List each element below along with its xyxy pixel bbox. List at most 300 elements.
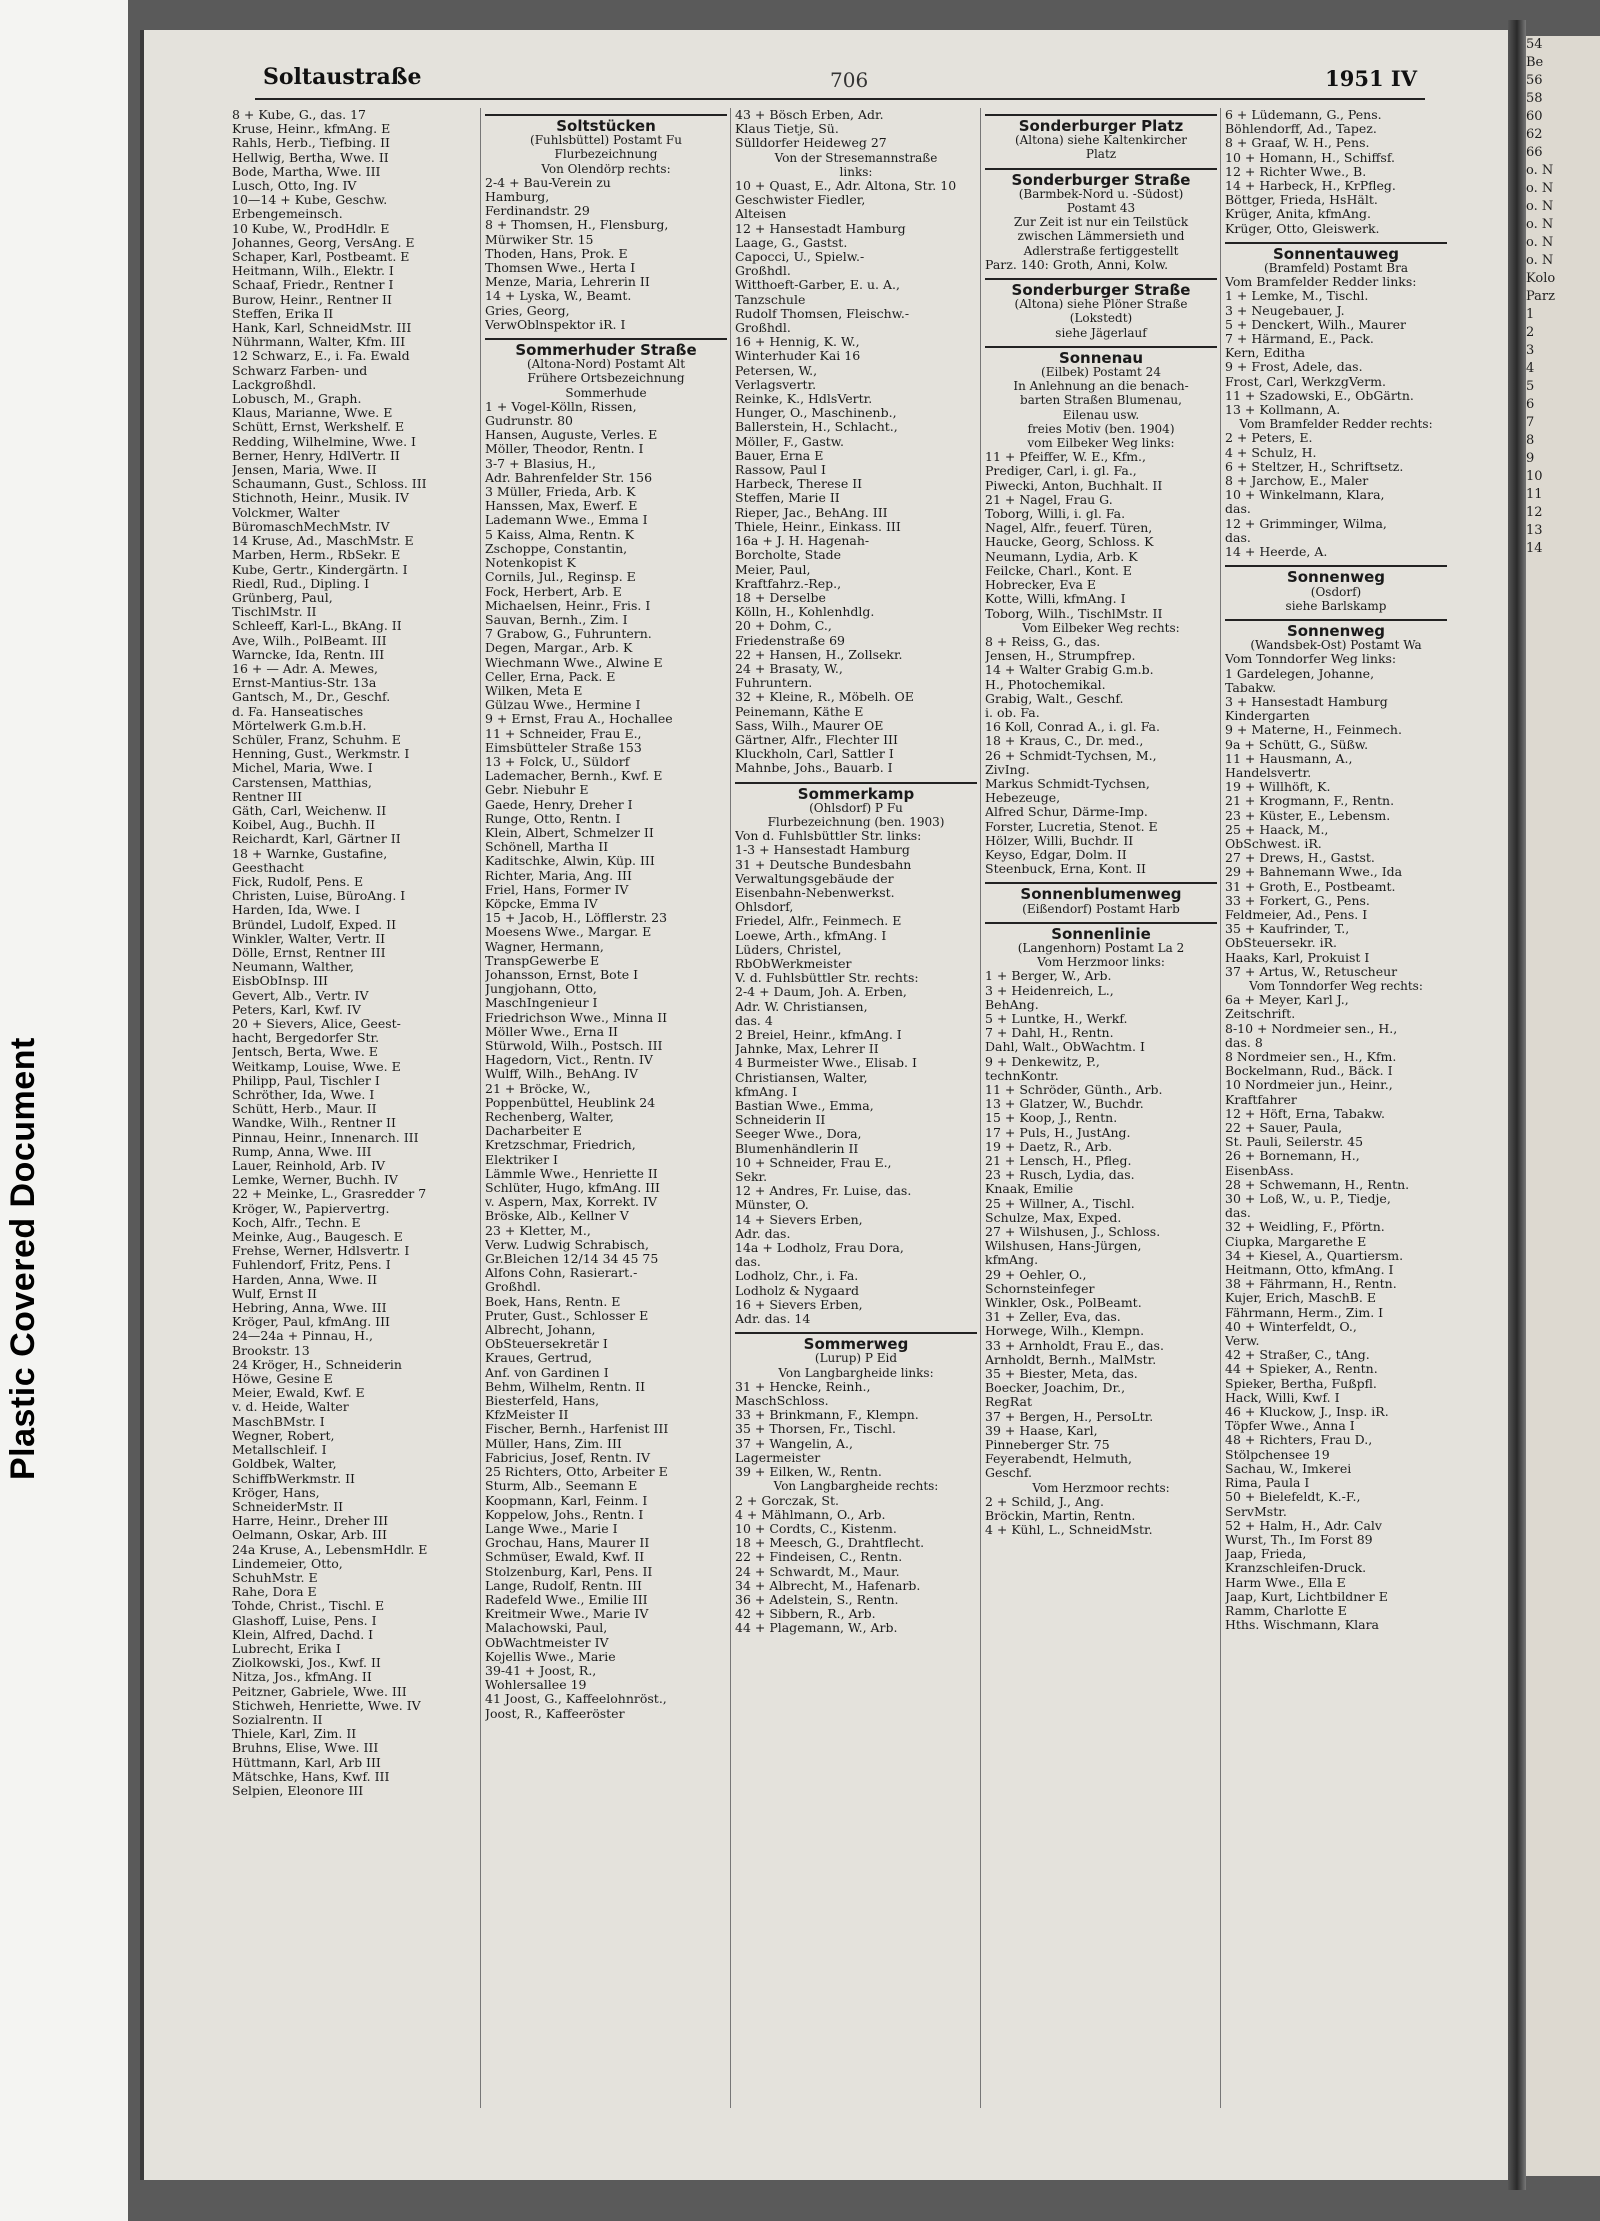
street-note: Flurbezeichnung — [554, 147, 658, 162]
directory-entry: Hamburg, — [485, 190, 550, 205]
directory-entry: Friedenstraße 69 — [735, 633, 845, 648]
directory-entry: Geschf. — [985, 1466, 1033, 1481]
directory-entry: Klein, Albert, Schmelzer II — [485, 825, 654, 840]
adjacent-page-fragment: 58 — [1526, 91, 1543, 106]
directory-entry: Schönell, Martha II — [485, 840, 609, 855]
adjacent-page-fragment: 8 — [1526, 433, 1535, 448]
directory-entry: Warncke, Ida, Rentn. III — [232, 647, 385, 662]
directory-entry: Stichweh, Henriette, Wwe. IV — [232, 1698, 421, 1713]
street-note: (Altona-Nord) Postamt Alt — [526, 357, 686, 372]
directory-entry: Schütt, Ernst, Werkshelf. E — [232, 420, 405, 435]
directory-entry: 15 + Jacob, H., Löfflerstr. 23 — [485, 911, 668, 926]
directory-entry: Peitzner, Gabriele, Wwe. III — [232, 1684, 407, 1699]
directory-entry: Hack, Willi, Kwf. I — [1225, 1390, 1340, 1405]
street-note: Vom Herzmoor links: — [1037, 955, 1165, 970]
directory-entry: Jaap, Kurt, Lichtbildner E — [1225, 1589, 1388, 1604]
directory-entry: 18 + Meesch, G., Drahtflecht. — [735, 1536, 925, 1551]
directory-entry: 12 + Andres, Fr. Luise, das. — [735, 1184, 912, 1199]
directory-entry: Kraftfahrer — [1225, 1092, 1297, 1107]
directory-entry: Christiansen, Walter, — [735, 1070, 868, 1085]
directory-entry: Burow, Heinr., Rentner II — [232, 292, 392, 307]
directory-entry: Michaelsen, Heinr., Fris. I — [485, 598, 651, 613]
directory-entry: Ave, Wilh., PolBeamt. III — [232, 633, 387, 648]
directory-entry: 25 Richters, Otto, Arbeiter E — [485, 1465, 668, 1480]
directory-entry: 9 + Denkewitz, P., — [985, 1054, 1100, 1069]
directory-entry: Joost, R., Kaffeeröster — [485, 1706, 625, 1721]
directory-entry: 3-7 + Blasius, H., — [485, 456, 596, 471]
directory-entry: Behm, Wilhelm, Rentn. II — [485, 1379, 646, 1394]
directory-entry: SchneiderMstr. II — [232, 1499, 344, 1514]
directory-entry: EisenbAss. — [1225, 1163, 1294, 1178]
directory-entry: 26 + Schmidt-Tychsen, M., — [985, 748, 1157, 763]
directory-entry: d. Fa. Hanseatisches — [232, 704, 364, 719]
directory-entry: 18 + Derselbe — [735, 590, 826, 605]
directory-entry: 14 + Lyska, W., Beamt. — [485, 289, 632, 304]
directory-entry: Friedrichson Wwe., Minna II — [485, 1010, 668, 1025]
directory-entry: 25 + Haack, M., — [1225, 822, 1329, 837]
directory-entry: Albrecht, Johann, — [485, 1323, 596, 1338]
directory-entry: Winkler, Walter, Vertr. II — [232, 931, 386, 946]
directory-entry: Lange Wwe., Marie I — [485, 1521, 618, 1536]
directory-entry: 6a + Meyer, Karl J., — [1225, 993, 1349, 1008]
directory-entry: Lademacher, Bernh., Kwf. E — [485, 769, 663, 784]
directory-entry: Knaak, Emilie — [985, 1182, 1074, 1197]
directory-entry: Bröske, Alb., Kellner V — [485, 1209, 629, 1224]
directory-entry: Carstensen, Matthias, — [232, 775, 372, 790]
directory-entry: 20 + Dohm, C., — [735, 619, 832, 634]
directory-entry: 10 + Winkelmann, Klara, — [1225, 488, 1385, 503]
directory-entry: Markus Schmidt-Tychsen, — [985, 776, 1150, 791]
directory-entry: Weitkamp, Louise, Wwe. E — [232, 1059, 401, 1074]
directory-entry: Petersen, W., — [735, 363, 818, 378]
directory-entry: 2 Breiel, Heinr., kfmAng. I — [735, 1028, 902, 1042]
adjacent-page-fragment: o. N — [1526, 253, 1554, 268]
directory-entry: Schröther, Ida, Wwe. I — [232, 1088, 375, 1103]
directory-entry: 37 + Bergen, H., PersoLtr. — [985, 1409, 1154, 1424]
directory-entry: Gebr. Niebuhr E — [485, 783, 589, 798]
directory-entry: Schmüser, Ewald, Kwf. II — [485, 1550, 645, 1565]
directory-entry: 13 + Glatzer, W., Buchdr. — [985, 1097, 1144, 1112]
directory-entry: MaschBMstr. I — [232, 1414, 325, 1429]
street-note: Von Langbargheide links: — [778, 1365, 934, 1380]
directory-entry: 7 + Härmand, E., Pack. — [1225, 332, 1374, 347]
adjacent-page-fragment: 10 — [1526, 469, 1543, 484]
directory-entry: Sturm, Alb., Seemann E — [485, 1479, 638, 1494]
column-5 — [1220, 108, 1447, 2108]
directory-entry: Tabakw. — [1225, 680, 1277, 695]
directory-entry: 1 Gardelegen, Johanne, — [1225, 666, 1375, 681]
street-heading: Sommerkamp — [735, 782, 977, 801]
directory-entry: 2-4 + Daum, Joh. A. Erben, — [735, 985, 907, 1000]
street-heading: Sonderburger Straße — [985, 168, 1217, 187]
directory-entry: 23 + Küster, E., Lebensm. — [1225, 808, 1391, 823]
directory-entry: 33 + Arnholdt, Frau E., das. — [985, 1338, 1164, 1353]
directory-entry: Friedel, Alfr., Feinmech. E — [735, 914, 902, 929]
directory-entry: RbObWerkmeister — [735, 956, 852, 971]
directory-entry: Notenkopist K — [485, 556, 576, 571]
directory-entry: Krüger, Anita, kfmAng. — [1225, 207, 1371, 222]
directory-entry: 14 Kruse, Ad., MaschMstr. E — [232, 534, 414, 549]
directory-entry: 44 + Plagemann, W., Arb. — [735, 1621, 898, 1636]
directory-entry: Klein, Alfred, Dachd. I — [232, 1627, 374, 1642]
directory-entry: Pruter, Gust., Schlosser E — [485, 1308, 649, 1323]
street-heading: Sonderburger Platz — [985, 114, 1217, 133]
directory-entry: Feyerabendt, Helmuth, — [985, 1452, 1132, 1467]
directory-entry: das. — [1225, 502, 1251, 517]
directory-entry: Lusch, Otto, Ing. IV — [232, 179, 357, 194]
street-heading: Sonnenweg — [1225, 619, 1447, 638]
directory-entry: Koopmann, Karl, Feinm. I — [485, 1493, 648, 1508]
directory-entry: Rahls, Herb., Tiefbing. II — [232, 136, 390, 151]
directory-entry: Sülldorfer Heideweg 27 — [735, 136, 887, 151]
directory-entry: Stolzenburg, Karl, Pens. II — [485, 1564, 653, 1579]
directory-entry: Jahnke, Max, Lehrer II — [735, 1042, 879, 1057]
directory-entry: 48 + Richters, Frau D., — [1225, 1433, 1373, 1448]
directory-entry: Rump, Anna, Wwe. III — [232, 1144, 372, 1159]
directory-entry: Boecker, Joachim, Dr., — [985, 1381, 1126, 1396]
directory-entry: 2-4 + Bau-Verein zu — [485, 175, 611, 190]
street-note: links: — [839, 164, 873, 179]
adjacent-page-fragment: 2 — [1526, 325, 1535, 340]
directory-entry: Köpcke, Emma IV — [485, 896, 598, 911]
directory-entry: Harden, Ida, Wwe. I — [232, 903, 360, 918]
directory-entry: ObSchwest. iR. — [1225, 836, 1322, 851]
directory-entry: Eimsbütteler Straße 153 — [485, 740, 642, 755]
street-note: Von der Stresemannstraße — [774, 150, 938, 165]
directory-entry: Kruse, Heinr., kfmAng. E — [232, 122, 391, 137]
directory-entry: 21 + Nagel, Frau G. — [985, 492, 1113, 507]
directory-entry: Gantsch, M., Dr., Geschf. — [232, 690, 391, 705]
directory-entry: Fischer, Bernh., Harfenist III — [485, 1422, 669, 1437]
directory-entry: Geesthacht — [232, 860, 304, 875]
directory-columns — [232, 108, 1447, 2108]
directory-entry: das. — [735, 1255, 761, 1270]
directory-entry: Hagedorn, Vict., Rentn. IV — [485, 1053, 653, 1068]
directory-entry: Witthoeft-Garber, E. u. A., — [735, 278, 900, 293]
directory-entry: Seeger Wwe., Dora, — [735, 1127, 862, 1142]
directory-entry: Prediger, Carl, i. gl. Fa., — [985, 464, 1137, 479]
directory-entry: Ballerstein, H., Schlacht., — [735, 420, 898, 435]
directory-entry: Schleeff, Karl-L., BkAng. II — [232, 619, 402, 634]
directory-entry: 10 + Schneider, Frau E., — [735, 1155, 892, 1170]
directory-entry: Haaks, Karl, Prokuist I — [1225, 950, 1370, 965]
directory-entry: 35 + Kaufrinder, T., — [1225, 922, 1350, 937]
directory-entry: Harm Wwe., Ella E — [1225, 1575, 1346, 1590]
directory-entry: Grochau, Hans, Maurer II — [485, 1536, 650, 1551]
directory-entry: Grabig, Walt., Geschf. — [985, 691, 1124, 706]
directory-entry: Steffen, Marie II — [735, 491, 840, 506]
directory-entry: Biesterfeld, Hans, — [485, 1394, 600, 1409]
directory-entry: Kaditschke, Alwin, Küp. III — [485, 854, 655, 869]
directory-entry: Glashoff, Luise, Pens. I — [232, 1613, 377, 1628]
directory-entry: 42 + Sibbern, R., Arb. — [735, 1607, 876, 1622]
directory-entry: Koibel, Aug., Buchh. II — [232, 818, 376, 833]
directory-entry: 21 + Lensch, H., Pfleg. — [985, 1154, 1132, 1169]
page-header — [255, 62, 1425, 100]
directory-entry: 12 + Höft, Erna, Tabakw. — [1225, 1106, 1385, 1121]
directory-entry: Dölle, Ernst, Rentner III — [232, 945, 386, 960]
street-note: (Wandsbek-Ost) Postamt Wa — [1250, 638, 1422, 653]
directory-entry: Gudrunstr. 80 — [485, 414, 574, 429]
directory-entry: Kotte, Willi, kfmAng. I — [985, 592, 1126, 607]
directory-entry: 17 + Puls, H., JustAng. — [985, 1125, 1131, 1140]
column-1 — [232, 108, 470, 2108]
directory-entry: 11 + Pfeiffer, W. E., Kfm., — [985, 450, 1147, 465]
adjacent-page-fragment: 56 — [1526, 73, 1543, 88]
directory-entry: Hellwig, Bertha, Wwe. II — [232, 150, 389, 165]
directory-entry: 16 + — Adr. A. Mewes, — [232, 661, 379, 676]
street-note: (Barmbek-Nord u. -Südost) — [1018, 186, 1184, 201]
adjacent-page-fragment: 7 — [1526, 415, 1535, 430]
directory-entry: Lodholz, Chr., i. Fa. — [735, 1269, 859, 1284]
directory-entry: Hebring, Anna, Wwe. III — [232, 1301, 387, 1316]
directory-entry: 15 + Koop, J., Rentn. — [985, 1111, 1118, 1126]
directory-entry: Riedl, Rud., Dipling. I — [232, 576, 370, 591]
directory-entry: Rahe, Dora E — [232, 1585, 317, 1600]
directory-entry: Hobrecker, Eva E — [985, 578, 1097, 593]
directory-entry: Philipp, Paul, Tischler I — [232, 1073, 380, 1088]
directory-entry: Spieker, Bertha, Fußpfl. — [1225, 1376, 1377, 1391]
directory-entry: Vom Tonndorfer Weg links: — [1225, 652, 1397, 667]
directory-entry: 8 + Graaf, W. H., Pens. — [1225, 136, 1370, 151]
directory-entry: Toborg, Wilh., TischlMstr. II — [985, 606, 1163, 621]
side-label: Plastic Covered Document — [4, 1037, 42, 1480]
directory-entry: 46 + Kluckow, J., Insp. iR. — [1225, 1405, 1389, 1420]
directory-entry: Lagermeister — [735, 1450, 821, 1465]
directory-entry: Sachau, W., Imkerei — [1225, 1461, 1352, 1476]
directory-entry: Möller Wwe., Erna II — [485, 1024, 618, 1039]
street-note: (Altona) siehe Kaltenkircher — [1014, 133, 1188, 148]
directory-entry: 7 + Dahl, H., Rentn. — [985, 1026, 1114, 1041]
directory-entry: Elektriker I — [485, 1152, 558, 1167]
directory-entry: Stürwold, Wilh., Postsch. III — [485, 1039, 663, 1053]
adjacent-page-fragment: 12 — [1526, 505, 1543, 520]
directory-entry: 10 Nordmeier jun., Heinr., — [1225, 1078, 1393, 1093]
directory-entry: Stölpchensee 19 — [1225, 1447, 1330, 1462]
directory-entry: Piwecki, Anton, Buchhalt. II — [985, 478, 1163, 493]
directory-entry: 14 + Harbeck, H., KrPfleg. — [1225, 179, 1396, 194]
adjacent-page-fragment: 11 — [1526, 487, 1543, 502]
adjacent-page-fragment: 5 — [1526, 379, 1535, 394]
directory-entry: 31 + Groth, E., Postbeamt. — [1225, 879, 1396, 894]
directory-entry: Kreitmeir Wwe., Marie IV — [485, 1607, 649, 1622]
adjacent-page-fragment: 60 — [1526, 109, 1543, 124]
directory-entry: 22 + Sauer, Paula, — [1225, 1121, 1343, 1136]
directory-entry: SchuhMstr. E — [232, 1570, 318, 1585]
directory-entry: 14 + Walter Grabig G.m.b. — [985, 663, 1154, 678]
street-heading: Sommerhuder Straße — [485, 338, 727, 357]
directory-entry: 44 + Spieker, A., Rentn. — [1225, 1362, 1378, 1377]
directory-entry: Hank, Karl, SchneidMstr. III — [232, 321, 412, 336]
directory-entry: 35 + Thorsen, Fr., Tischl. — [735, 1422, 896, 1437]
directory-entry: 39 + Eilken, W., Rentn. — [735, 1465, 882, 1480]
directory-entry: 11 + Schneider, Frau E., — [485, 726, 642, 741]
directory-entry: Adr. das. — [735, 1226, 791, 1241]
directory-entry: 3 + Hansestadt Hamburg — [1225, 694, 1388, 709]
directory-entry: kfmAng. I — [735, 1084, 798, 1099]
directory-entry: 10 + Quast, E., Adr. Altona, Str. 10 — [735, 179, 957, 194]
street-note: Von Olendörp rechts: — [541, 161, 671, 176]
directory-entry: Reichardt, Karl, Gärtner II — [232, 832, 401, 847]
book-binding — [1508, 20, 1526, 2190]
directory-entry: 1 + Berger, W., Arb. — [985, 969, 1112, 984]
directory-entry: 30 + Loß, W., u. P., Tiedje, — [1225, 1192, 1391, 1207]
street-note: Platz — [1085, 147, 1117, 162]
directory-entry: Jentsch, Berta, Wwe. E — [232, 1045, 378, 1060]
adjacent-page-fragment: 13 — [1526, 523, 1543, 538]
header-street: Soltaustraße — [263, 64, 422, 90]
directory-entry: Ernst-Mantius-Str. 13a — [232, 676, 377, 691]
directory-entry: 4 + Mählmann, O., Arb. — [735, 1507, 886, 1522]
directory-entry: Großhdl. — [485, 1280, 541, 1295]
directory-entry: Grünberg, Paul, — [232, 590, 333, 605]
directory-entry: Richter, Maria, Ang. III — [485, 868, 632, 883]
directory-entry: 14 + Heerde, A. — [1225, 545, 1328, 560]
directory-entry: 36 + Adelstein, S., Rentn. — [735, 1592, 899, 1607]
directory-entry: Haucke, Georg, Schloss. K — [985, 535, 1154, 550]
directory-entry: Hanssen, Max, Ewerf. E — [485, 499, 638, 514]
directory-entry: 22 + Meinke, L., Grasredder 7 — [232, 1187, 427, 1202]
directory-entry: 34 + Kiesel, A., Quartiersm. — [1225, 1248, 1404, 1263]
directory-entry: Rudolf Thomsen, Fleischw.- — [735, 306, 910, 321]
directory-entry: Hunger, O., Maschinenb., — [735, 406, 897, 421]
directory-entry: das. — [1225, 1206, 1251, 1221]
directory-entry: 16 + Hennig, K. W., — [735, 335, 860, 350]
directory-entry: Ferdinandstr. 29 — [485, 204, 590, 219]
directory-entry: 3 + Neugebauer, J. — [1225, 303, 1345, 318]
directory-entry: Klaus, Marianne, Wwe. E — [232, 406, 393, 421]
directory-entry: 16 Koll, Conrad A., i. gl. Fa. — [985, 720, 1160, 735]
directory-entry: Jensen, H., Strumpfrep. — [985, 649, 1136, 664]
directory-entry: Lämmle Wwe., Henriette II — [485, 1166, 658, 1181]
directory-entry: 50 + Bielefeldt, K.-F., — [1225, 1490, 1361, 1505]
directory-entry: 2 + Schild, J., Ang. — [985, 1494, 1104, 1509]
directory-entry: Christen, Luise, BüroAng. I — [232, 889, 406, 904]
street-heading: Sonnenlinie — [985, 922, 1217, 941]
directory-entry: 37 + Wangelin, A., — [735, 1436, 853, 1451]
directory-entry: 11 + Szadowski, E., ObGärtn. — [1225, 388, 1414, 403]
directory-entry: Ziolkowski, Jos., Kwf. II — [232, 1656, 381, 1671]
directory-entry: Pinneberger Str. 75 — [985, 1438, 1110, 1453]
directory-entry: MaschSchloss. — [735, 1394, 829, 1409]
directory-entry: Klaus Tietje, Sü. — [735, 122, 839, 137]
directory-entry: das. — [1225, 530, 1251, 545]
directory-entry: Schlüter, Hugo, kfmAng. III — [485, 1181, 660, 1196]
directory-entry: Radefeld Wwe., Emilie III — [485, 1592, 648, 1607]
directory-entry: 24 + Brasaty, W., — [735, 661, 843, 676]
directory-entry: 20 + Sievers, Alice, Geest- — [232, 1017, 401, 1031]
directory-entry: Adr. W. Christiansen, — [735, 999, 868, 1014]
directory-entry: Wandke, Wilh., Rentner II — [232, 1116, 396, 1131]
directory-entry: Handelsvertr. — [1225, 765, 1312, 780]
street-heading: Sonnenau — [985, 346, 1217, 365]
directory-entry: 39-41 + Joost, R., — [485, 1663, 597, 1678]
directory-entry: Wilken, Meta E — [485, 683, 583, 698]
directory-entry: Neumann, Walther, — [232, 960, 354, 975]
directory-entry: 7 Grabow, G., Fuhruntern. — [485, 627, 652, 642]
adjacent-page-fragment: 4 — [1526, 361, 1535, 376]
directory-entry: Frost, Carl, WerkzgVerm. — [1225, 374, 1386, 389]
directory-entry: BehAng. — [985, 997, 1039, 1012]
directory-entry: Schwarz Farben- und — [232, 363, 368, 378]
directory-entry: 5 + Denckert, Wilh., Maurer — [1225, 317, 1407, 332]
street-note: (Langenhorn) Postamt La 2 — [1017, 940, 1185, 955]
directory-entry: 40 + Winterfeldt, O., — [1225, 1319, 1357, 1334]
directory-entry: 22 + Hansen, H., Zollsekr. — [735, 647, 903, 662]
directory-entry: Henning, Gust., Werkmstr. I — [232, 747, 410, 762]
directory-entry: Böhlendorff, Ad., Tapez. — [1225, 122, 1377, 137]
directory-entry: 32 + Kleine, R., Möbelh. OE — [735, 690, 914, 705]
directory-entry: Bode, Martha, Wwe. III — [232, 164, 381, 179]
directory-entry: Bockelmann, Rud., Bäck. I — [1225, 1064, 1393, 1079]
directory-entry: Rieper, Jac., BehAng. III — [735, 505, 888, 520]
adjacent-page-fragment: 54 — [1526, 37, 1543, 52]
directory-entry: Jungjohann, Otto, — [485, 982, 597, 997]
directory-entry: Gärtner, Alfr., Flechter III — [735, 732, 898, 747]
directory-entry: Berner, Henry, HdlVertr. II — [232, 448, 400, 463]
directory-entry: Redding, Wilhelmine, Wwe. I — [232, 434, 416, 449]
directory-entry: Nagel, Alfr., feuerf. Türen, — [985, 521, 1153, 536]
directory-entry: Volckmer, Walter — [232, 505, 340, 520]
directory-entry: Bauer, Erna E — [735, 448, 824, 463]
directory-entry: Töpfer Wwe., Anna I — [1225, 1419, 1355, 1434]
street-note: Frühere Ortsbezeichnung — [527, 371, 685, 386]
adjacent-page-edge — [1526, 36, 1600, 2176]
street-note: (Altona) siehe Plöner Straße — [1014, 297, 1188, 312]
directory-entry: Hüttmann, Karl, Arb III — [232, 1755, 381, 1770]
directory-entry: Kranzschleifen-Druck. — [1225, 1561, 1367, 1576]
header-year-section: 1951 IV — [1325, 66, 1417, 91]
directory-entry: Thomsen Wwe., Herta I — [485, 261, 636, 276]
directory-entry: 21 + Bröcke, W., — [485, 1081, 591, 1096]
adjacent-page-fragment: o. N — [1526, 181, 1554, 196]
directory-entry: 34 + Albrecht, M., Hafenarb. — [735, 1578, 921, 1593]
directory-entry: Kröger, Hans, — [232, 1485, 320, 1500]
directory-entry: Fährmann, Herm., Zim. I — [1225, 1305, 1384, 1320]
directory-entry: 16a + J. H. Hagenah- — [735, 534, 870, 549]
directory-entry: Rentner III — [232, 789, 303, 804]
directory-entry: Meinke, Aug., Baugesch. E — [232, 1230, 403, 1245]
directory-entry: 33 + Forkert, G., Pens. — [1225, 893, 1370, 908]
directory-entry: 10 + Cordts, C., Kistenm. — [735, 1521, 897, 1536]
directory-entry: 3 Müller, Frieda, Arb. K — [485, 485, 636, 500]
adjacent-page-fragment: 9 — [1526, 451, 1535, 466]
directory-entry: Bastian Wwe., Emma, — [735, 1099, 874, 1114]
adjacent-page-fragment: Kolo — [1526, 271, 1556, 286]
directory-entry: Johannes, Georg, VersAng. E — [232, 235, 415, 250]
directory-entry: Bründel, Ludolf, Exped. II — [232, 917, 397, 932]
directory-entry: Mätschke, Hans, Kwf. III — [232, 1769, 390, 1784]
directory-entry: V. d. Fuhlsbüttler Str. rechts: — [735, 971, 919, 986]
directory-entry: Kröger, Paul, kfmAng. III — [232, 1315, 390, 1330]
directory-entry: Hansen, Auguste, Verles. E — [485, 428, 658, 443]
street-note: (Ohlsdorf) P Fu — [809, 800, 903, 815]
directory-entry: Koppelow, Johs., Rentn. I — [485, 1507, 644, 1522]
directory-entry: Wurst, Th., Im Forst 89 — [1225, 1532, 1373, 1547]
directory-entry: 8 + Reiss, G., das. — [985, 634, 1101, 649]
directory-entry: Meier, Paul, — [735, 562, 811, 577]
directory-entry: Steenbuck, Erna, Kont. II — [985, 862, 1146, 877]
directory-entry: Frehse, Werner, Hdlsvertr. I — [232, 1244, 410, 1259]
directory-entry: Dahl, Walt., ObWachtm. I — [985, 1040, 1145, 1055]
directory-entry: 1 + Lemke, M., Tischl. — [1225, 289, 1369, 304]
directory-entry: Eisenbahn-Nebenwerkst. — [735, 885, 895, 900]
directory-entry: Stichnoth, Heinr., Musik. IV — [232, 491, 409, 506]
directory-entry: Verw. Ludwig Schrabisch, — [485, 1237, 649, 1252]
street-note: (Lurup) P Eid — [814, 1351, 898, 1366]
directory-entry: Wagner, Hermann, — [485, 939, 604, 954]
directory-entry: Lange, Rudolf, Rentn. III — [485, 1578, 642, 1593]
